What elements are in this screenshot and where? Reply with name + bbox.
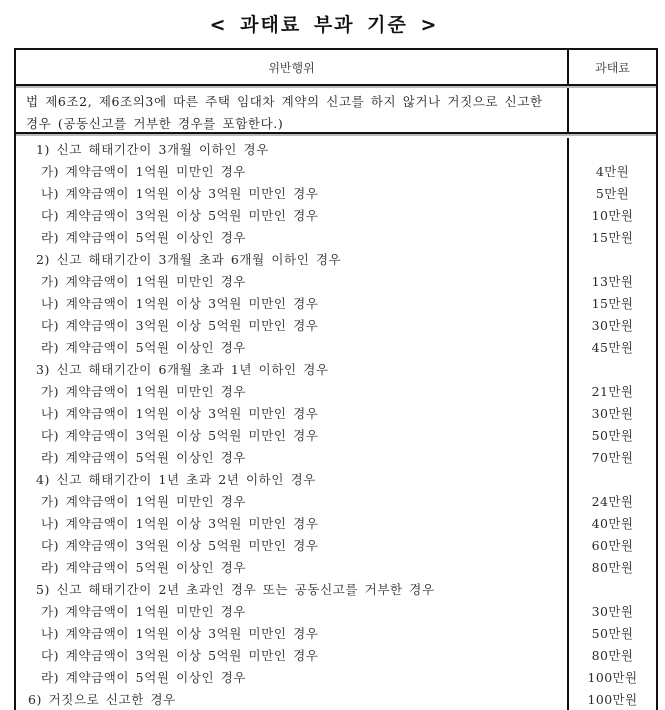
violation-text: 3) 신고 해태기간이 6개월 초과 1년 이하인 경우 <box>16 358 569 380</box>
header-fee: 과태료 <box>595 60 630 75</box>
table-row <box>16 644 656 666</box>
fee-amount: 30만원 <box>591 604 634 619</box>
violation-text: 다) 계약금액이 3억원 이상 5억원 미만인 경우 <box>16 424 569 446</box>
fee-amount: 80만원 <box>591 648 634 663</box>
violation-text: 가) 계약금액이 1억원 미만인 경우 <box>16 160 569 182</box>
violation-text: 라) 계약금액이 5억원 이상인 경우 <box>16 336 569 358</box>
fee-amount: 5만원 <box>595 186 630 201</box>
fee-amount <box>569 138 656 160</box>
fee-amount: 100만원 <box>587 692 638 707</box>
fee-amount: 45만원 <box>591 340 634 355</box>
fee-amount: 13만원 <box>591 274 634 289</box>
table-row <box>16 182 656 204</box>
table-row <box>16 160 656 182</box>
violation-text: 4) 신고 해태기간이 1년 초과 2년 이하인 경우 <box>16 468 569 490</box>
fee-standard-table <box>14 48 658 710</box>
document-title: < 과태료 부과 기준 > <box>209 14 439 36</box>
violation-text: 라) 계약금액이 5억원 이상인 경우 <box>16 226 569 248</box>
fee-amount <box>569 468 656 490</box>
intro-text: 법 제6조2, 제6조의3에 따른 주택 임대차 계약의 신고를 하지 않거나 거짓으로 신고한 경우 (공동신고를 거부한 경우를 포함한다.) <box>16 88 569 132</box>
fee-amount: 50만원 <box>591 428 634 443</box>
violation-text: 나) 계약금액이 1억원 이상 3억원 미만인 경우 <box>16 182 569 204</box>
table-row <box>16 688 656 710</box>
violation-text: 다) 계약금액이 3억원 이상 5억원 미만인 경우 <box>16 644 569 666</box>
table-row <box>16 336 656 358</box>
fee-amount: 24만원 <box>591 494 634 509</box>
fee-amount: 40만원 <box>591 516 634 531</box>
table-row <box>16 380 656 402</box>
table-row <box>16 622 656 644</box>
violation-text: 1) 신고 해태기간이 3개월 이하인 경우 <box>16 138 569 160</box>
fee-amount <box>569 578 656 600</box>
header-violation: 위반행위 <box>16 50 569 84</box>
table-body <box>16 136 656 710</box>
fee-amount: 30만원 <box>591 406 634 421</box>
fee-amount: 80만원 <box>591 560 634 575</box>
fee-amount: 30만원 <box>591 318 634 333</box>
table-row <box>16 358 656 380</box>
violation-text: 라) 계약금액이 5억원 이상인 경우 <box>16 446 569 468</box>
violation-text: 라) 계약금액이 5억원 이상인 경우 <box>16 556 569 578</box>
violation-text: 다) 계약금액이 3억원 이상 5억원 미만인 경우 <box>16 314 569 336</box>
fee-amount: 100만원 <box>587 670 638 685</box>
table-row <box>16 292 656 314</box>
violation-text: 나) 계약금액이 1억원 이상 3억원 미만인 경우 <box>16 622 569 644</box>
table-row <box>16 402 656 424</box>
fee-amount: 4만원 <box>595 164 630 179</box>
table-row <box>16 446 656 468</box>
table-row <box>16 600 656 622</box>
table-row <box>16 136 656 160</box>
violation-text: 가) 계약금액이 1억원 미만인 경우 <box>16 490 569 512</box>
fee-amount: 15만원 <box>591 296 634 311</box>
fee-amount: 50만원 <box>591 626 634 641</box>
violation-text: 라) 계약금액이 5억원 이상인 경우 <box>16 666 569 688</box>
table-row <box>16 666 656 688</box>
table-row <box>16 424 656 446</box>
fee-amount: 21만원 <box>591 384 634 399</box>
fee-amount: 15만원 <box>591 230 634 245</box>
intro-fee-empty <box>569 88 656 132</box>
table-row <box>16 468 656 490</box>
violation-text: 가) 계약금액이 1억원 미만인 경우 <box>16 270 569 292</box>
table-row <box>16 270 656 292</box>
violation-text: 6) 거짓으로 신고한 경우 <box>16 688 569 710</box>
table-row <box>16 226 656 248</box>
fee-amount: 10만원 <box>591 208 634 223</box>
table-row <box>16 204 656 226</box>
intro-row <box>16 88 656 134</box>
table-row <box>16 490 656 512</box>
violation-text: 가) 계약금액이 1억원 미만인 경우 <box>16 380 569 402</box>
table-header-row <box>16 50 656 86</box>
violation-text: 나) 계약금액이 1억원 이상 3억원 미만인 경우 <box>16 292 569 314</box>
table-row <box>16 556 656 578</box>
violation-text: 2) 신고 해태기간이 3개월 초과 6개월 이하인 경우 <box>16 248 569 270</box>
table-row <box>16 512 656 534</box>
table-row <box>16 534 656 556</box>
fee-amount <box>569 248 656 270</box>
fee-amount: 70만원 <box>591 450 634 465</box>
table-row <box>16 578 656 600</box>
violation-text: 다) 계약금액이 3억원 이상 5억원 미만인 경우 <box>16 204 569 226</box>
violation-text: 나) 계약금액이 1억원 이상 3억원 미만인 경우 <box>16 512 569 534</box>
fee-amount <box>569 358 656 380</box>
fee-amount: 60만원 <box>591 538 634 553</box>
violation-text: 가) 계약금액이 1억원 미만인 경우 <box>16 600 569 622</box>
table-row <box>16 314 656 336</box>
violation-text: 다) 계약금액이 3억원 이상 5억원 미만인 경우 <box>16 534 569 556</box>
violation-text: 나) 계약금액이 1억원 이상 3억원 미만인 경우 <box>16 402 569 424</box>
table-row <box>16 248 656 270</box>
violation-text: 5) 신고 해태기간이 2년 초과인 경우 또는 공동신고를 거부한 경우 <box>16 578 569 600</box>
